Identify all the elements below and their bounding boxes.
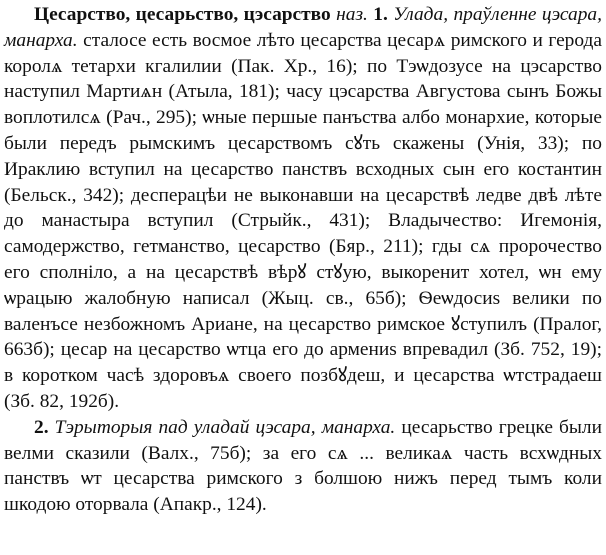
sense-citations-2: цесарьство грецке были велми сказили (Валх., 75б); за его сѧ ... великаѧ часть всхѡдных панствъ ѡт цесарства римского з болшою нижъ перед тымъ коли шкодою оторвала (Апакр., 124).	[4, 416, 602, 516]
entry-sense-2	[4, 415, 602, 518]
sense-number-1: 1.	[373, 4, 388, 25]
sense-definition-1: Улада, праўленне цэсара, манарха.	[4, 4, 602, 51]
headword: Цесарство, цесарьство, цэсарство	[34, 4, 331, 25]
sense-number-2: 2.	[34, 416, 49, 438]
sense-definition-2: Тэрыторыя пад уладай цэсара, манарха.	[54, 416, 396, 438]
part-of-speech: наз.	[336, 4, 368, 25]
entry-sense-1	[4, 2, 602, 415]
sense-citations-1: сталосе есть восмое лѣто цесарства цесарѧ римского и герода королѧ тетархи кгалилии (Пак. Хр., 16); по Тэѡдозусе на цэсарство наступил Мартиѧн (Атыла, 181); часу цэсарства Августова сынъ Божы воплотилсѧ (Рач., 295); ѡные першые панъства албо монархие, которые были передъ рымскимъ цесарствомъ сꙋть скажены (Унія, 33); по Ираклию вступил на цесарство панствъ всходных сын его костантин (Бельск., 342); десперацѣи не выконавши на цесарствѣ ледве двѣ лѣте до манастыра вступил (Стрыйк., 431); Владычество: Игемонія, самодержство, гетманство, цесарство (Бяр., 211); гды сѧ пророчество его сполніло, а на цесарствѣ вѣрꙋ стꙋую, выкоренит хотел, ѡн ему ѡрацыю жалобную написал (Жыц. св., 65б); Ѳеѡдосиѕ велики по валенъсе незбожномъ Ариане, на цесарство римское ꙋступилъ (Пралог, 663б); цесар на цесарство ѡтца его до армениѕ впревадил (Зб. 752, 19); в коротком часѣ здоровъѧ своего позбꙋдеш, и цесарства ѡтстрадаеш (Зб. 82, 192б).	[4, 29, 602, 412]
